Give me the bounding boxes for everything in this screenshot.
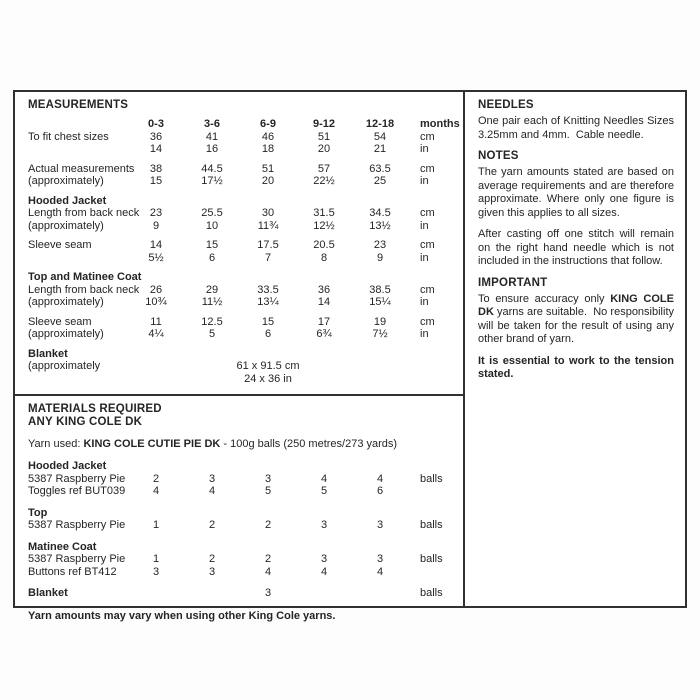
- measure-label-line: (approximately): [28, 328, 104, 340]
- measure-value-in: 5½: [148, 251, 164, 264]
- measure-value-cm: 14: [149, 239, 163, 251]
- materials-qty: [296, 587, 352, 600]
- measurements-title: MEASUREMENTS: [28, 99, 129, 111]
- panel-heading: IMPORTANT: [478, 276, 548, 289]
- materials-qty: 4: [208, 485, 216, 497]
- measure-value-in: 11¾: [257, 219, 279, 232]
- left-column: [15, 92, 465, 622]
- measure-value-cm: 17: [317, 315, 331, 328]
- measure-value-cm: 17.5: [257, 239, 279, 251]
- measure-value-cell: [240, 163, 296, 188]
- measure-value-cell: [296, 207, 352, 232]
- measure-row: [28, 239, 457, 264]
- materials-row: [28, 485, 457, 498]
- measure-unit-line: cm: [420, 130, 435, 143]
- measurements-table: [28, 118, 460, 385]
- measure-value-in: 5: [208, 328, 216, 340]
- measure-value-cm: 44.5: [201, 162, 223, 175]
- materials-table: [28, 460, 457, 600]
- measure-value-in: 11½: [201, 296, 223, 308]
- measure-label-line: Actual measurements: [28, 162, 135, 175]
- right-column: [465, 92, 685, 606]
- measure-value-cm: 38: [149, 162, 163, 175]
- measure-value-in: 20: [317, 143, 331, 155]
- measure-label-line: To fit chest sizes: [28, 130, 109, 143]
- materials-title-line1: MATERIALS REQUIRED: [28, 403, 162, 415]
- measure-value-cm: 11: [150, 315, 162, 328]
- panel-paragraph: After casting off one stitch will remain on the right hand needle which is not included in the instructions that follow.: [478, 228, 674, 267]
- measure-value-cm: 30: [261, 207, 275, 219]
- materials-qty: 3: [320, 553, 328, 565]
- measure-value-cm: 29: [205, 283, 219, 296]
- measure-value-cell: [352, 284, 408, 309]
- materials-unit: balls: [420, 472, 443, 485]
- materials-qty: 3: [264, 587, 272, 599]
- measure-value-cell: [352, 207, 408, 232]
- materials-item-label: 5387 Raspberry Pie: [28, 472, 126, 485]
- measure-center-line: 24 x 36 in: [244, 372, 292, 385]
- measure-unit-line: in: [420, 251, 429, 264]
- measure-value-cell: [240, 207, 296, 232]
- materials-unit: [408, 566, 457, 579]
- measure-value-cm: 15: [261, 315, 275, 328]
- measure-units: [408, 239, 457, 264]
- measure-value-in: 22½: [313, 175, 335, 187]
- measure-value-in: 15: [149, 175, 163, 187]
- panel-paragraph: To ensure accuracy only KING COLE DK yarns are suitable. No responsibility will be taken for the result of using any other brand of yarn.: [478, 292, 674, 345]
- materials-title: [28, 403, 457, 429]
- panel-paragraph: One pair each of Knitting Needles Sizes 3.25mm and 4mm. Cable needle.: [478, 115, 674, 141]
- yarn-used-suffix: - 100g balls (250 metres/273 yards): [220, 438, 398, 450]
- measure-label: [28, 316, 128, 341]
- measure-value-in: 4¼: [148, 328, 164, 340]
- measure-label: [28, 283, 140, 309]
- measure-value-cm: 63.5: [369, 162, 391, 175]
- measure-unit-line: in: [420, 328, 429, 340]
- materials-row: [28, 473, 457, 486]
- size-column-header: 0-3: [148, 118, 164, 130]
- measure-value-in: 6¾: [316, 328, 332, 340]
- materials-qty: 3: [152, 565, 160, 578]
- measure-value-cell: [128, 207, 184, 232]
- materials-group-heading-row: [28, 541, 457, 554]
- measure-unit-line: cm: [420, 207, 435, 219]
- measure-unit-line: cm: [420, 162, 435, 175]
- materials-qty: 1: [152, 519, 160, 531]
- materials-qty: 2: [264, 553, 272, 565]
- measure-label-line: (approximately: [28, 360, 101, 372]
- materials-unit: balls: [420, 553, 443, 565]
- measure-label-line: Length from back neck: [28, 207, 140, 219]
- measure-value-cm: 57: [317, 162, 331, 175]
- measure-value-cm: 54: [373, 130, 387, 143]
- measure-value-in: 20: [261, 175, 275, 187]
- materials-qty: 3: [208, 565, 216, 578]
- measure-label: [28, 239, 128, 264]
- measure-unit-line: in: [420, 175, 429, 187]
- measure-value-cm: 12.5: [201, 315, 223, 328]
- materials-section: [15, 396, 463, 623]
- materials-qty: 6: [376, 485, 384, 497]
- materials-title-line2: ANY KING COLE DK: [28, 416, 143, 428]
- size-unit-header: months: [420, 118, 460, 130]
- measure-units: [408, 131, 457, 156]
- measure-value-in: 9: [152, 219, 160, 232]
- size-header-row: [28, 118, 460, 131]
- materials-qty: 4: [152, 485, 160, 497]
- materials-qty: 5: [264, 485, 272, 497]
- measure-value-cm: 51: [261, 162, 275, 175]
- measure-value-cm: 15: [205, 239, 219, 251]
- measure-value-cm: 51: [317, 130, 331, 143]
- measure-value-in: 17½: [201, 175, 223, 187]
- materials-qty: [352, 587, 408, 600]
- materials-item-label: 5387 Raspberry Pie: [28, 553, 126, 565]
- size-header-spacer: [28, 118, 128, 131]
- materials-row: [28, 553, 457, 566]
- materials-group-heading: Blanket: [28, 587, 68, 599]
- measure-unit-line: in: [420, 143, 429, 155]
- measure-value-cell: [240, 239, 296, 264]
- measurements-section: [15, 92, 463, 396]
- measure-value-cell: [128, 316, 184, 341]
- measure-value-cm: 26: [149, 283, 163, 296]
- materials-qty: 3: [376, 553, 384, 565]
- measure-label-line: Length from back neck: [28, 283, 140, 296]
- materials-qty: [128, 587, 184, 600]
- materials-qty: 3: [376, 519, 384, 531]
- measure-value-cell: [128, 163, 184, 188]
- measure-value-cell: [240, 316, 296, 341]
- measure-value-in: 6: [208, 251, 216, 264]
- size-column-header: 3-6: [204, 118, 220, 130]
- measure-row: [28, 284, 457, 309]
- size-column-header: 9-12: [312, 118, 336, 130]
- measure-value-cm: 23: [373, 239, 387, 251]
- measure-row: [28, 131, 457, 156]
- measure-units: [408, 284, 457, 309]
- measure-row: [28, 163, 457, 188]
- materials-group-heading-row: [28, 460, 457, 473]
- size-column-header: 6-9: [260, 118, 276, 130]
- measure-row: [28, 316, 457, 341]
- materials-qty: 4: [320, 472, 328, 485]
- materials-qty: 5: [320, 485, 328, 497]
- measure-value-cell: [352, 239, 408, 264]
- measure-value-in: 13¼: [257, 296, 279, 308]
- measure-value-cm: 23: [149, 207, 163, 219]
- panel-paragraph: It is essential to work to the tension stated.: [478, 354, 674, 380]
- measure-value-cm: 31.5: [313, 207, 335, 219]
- materials-row: [28, 566, 457, 579]
- measure-row: [28, 207, 457, 232]
- materials-qty: 4: [376, 565, 384, 578]
- materials-item-label: 5387 Raspberry Pie: [28, 519, 126, 531]
- measure-value-cm: 41: [205, 130, 219, 143]
- materials-qty: 4: [376, 472, 384, 485]
- measure-value-cell: [352, 131, 408, 156]
- measure-label: [28, 207, 140, 232]
- measure-label-line: (approximately): [28, 219, 104, 232]
- measure-value-in: 25: [373, 175, 387, 187]
- materials-group-heading-row: [28, 507, 457, 520]
- measure-value-in: 10: [205, 219, 219, 232]
- measure-value-in: 12½: [313, 219, 335, 232]
- materials-group-heading: Top: [28, 506, 48, 519]
- measure-value-cell: [296, 163, 352, 188]
- measure-value-cm: 36: [149, 130, 163, 143]
- measure-row: [28, 360, 457, 385]
- measure-label: [28, 131, 128, 156]
- measure-value-cell: [128, 239, 184, 264]
- yarn-used-line: [28, 438, 457, 451]
- measure-units: [408, 207, 457, 232]
- materials-qty: 2: [152, 472, 160, 485]
- measure-unit-line: cm: [420, 283, 435, 296]
- measure-units: [408, 316, 457, 341]
- measure-value-cell: [128, 131, 184, 156]
- measure-value-cm: 38.5: [369, 283, 391, 296]
- panel-bold-text: KING COLE DK: [478, 292, 674, 318]
- materials-unit: [408, 485, 457, 498]
- measure-value-cm: 20.5: [313, 239, 335, 251]
- materials-unit: balls: [420, 587, 443, 599]
- materials-qty: 3: [320, 519, 328, 531]
- measure-value-in: 14: [317, 296, 331, 308]
- measure-label: [28, 162, 135, 188]
- measure-value-cell: [296, 239, 352, 264]
- size-column-header: 12-18: [365, 118, 395, 130]
- materials-qty: 4: [264, 565, 272, 578]
- materials-item-label: Buttons ref BT412: [28, 565, 117, 578]
- materials-unit: balls: [420, 519, 443, 531]
- measure-value-cm: 33.5: [257, 283, 279, 296]
- measure-value-cell: [184, 284, 240, 309]
- measure-center-values: [128, 360, 408, 385]
- measure-value-in: 14: [149, 143, 163, 155]
- measure-unit-line: cm: [420, 239, 435, 251]
- yarn-used-name: KING COLE CUTIE PIE DK: [83, 438, 221, 450]
- materials-group-heading: Matinee Coat: [28, 540, 97, 553]
- measure-unit-line: cm: [420, 315, 435, 328]
- materials-qty: [184, 587, 240, 600]
- measure-value-cm: 34.5: [369, 207, 391, 219]
- measure-label: [28, 360, 128, 385]
- materials-item-label: Toggles ref BUT039: [28, 485, 126, 497]
- measure-value-in: 18: [261, 143, 275, 155]
- measure-center-line: 61 x 91.5 cm: [236, 360, 300, 372]
- measure-value-in: 16: [205, 143, 219, 155]
- measure-value-cell: [352, 163, 408, 188]
- measure-unit-line: in: [420, 219, 429, 232]
- measure-group-heading: Top and Matinee Coat: [28, 271, 142, 283]
- measure-value-cell: [184, 207, 240, 232]
- measure-value-cell: [184, 239, 240, 264]
- materials-group-heading: Hooded Jacket: [28, 460, 107, 472]
- measure-value-in: 9: [376, 251, 384, 264]
- notes-panel: [478, 99, 674, 382]
- measure-label-line: Sleeve seam: [28, 315, 92, 328]
- measure-label-line: Sleeve seam: [28, 239, 92, 251]
- measure-label-line: (approximately): [28, 175, 104, 187]
- measure-value-cm: 36: [317, 283, 331, 296]
- measure-group-heading: Hooded Jacket: [28, 194, 107, 207]
- measure-value-cell: [352, 316, 408, 341]
- yarn-used-prefix: Yarn used:: [28, 438, 84, 450]
- measure-value-in: 7½: [372, 328, 388, 340]
- measure-value-cell: [128, 284, 184, 309]
- measure-value-cell: [296, 284, 352, 309]
- materials-qty: 4: [320, 565, 328, 578]
- panel-paragraph: The yarn amounts stated are based on average requirements and are therefore approximate. Where only one figure is given this applies to all sizes.: [478, 166, 674, 219]
- measure-units: [408, 163, 457, 188]
- materials-qty: 2: [264, 519, 272, 531]
- materials-qty: 3: [208, 472, 216, 485]
- measure-value-cell: [296, 316, 352, 341]
- measure-value-in: 15¼: [369, 296, 391, 308]
- measure-value-cell: [184, 316, 240, 341]
- measure-value-cell: [296, 131, 352, 156]
- materials-footnote: Yarn amounts may vary when using other King Cole yarns.: [28, 609, 336, 622]
- materials-qty: 2: [208, 553, 216, 565]
- pattern-info-sheet: [13, 90, 687, 622]
- measure-value-cm: 46: [261, 130, 275, 143]
- measure-value-in: 21: [373, 143, 387, 155]
- materials-row: [28, 519, 457, 532]
- panel-heading: NEEDLES: [478, 99, 534, 111]
- measure-label-line: (approximately): [28, 296, 104, 308]
- measure-unit-line: in: [420, 296, 429, 308]
- measure-value-cell: [240, 131, 296, 156]
- panel-heading: NOTES: [478, 150, 519, 162]
- measure-value-in: 8: [320, 251, 328, 264]
- measure-value-cell: [240, 284, 296, 309]
- measure-units: [408, 360, 457, 385]
- measure-value-cm: 19: [373, 315, 387, 328]
- measure-value-in: 6: [264, 328, 272, 340]
- materials-qty: 2: [208, 519, 216, 531]
- measure-value-cell: [184, 131, 240, 156]
- measure-group-heading: Blanket: [28, 347, 68, 360]
- materials-qty: 3: [264, 472, 272, 485]
- measure-value-in: 10¾: [145, 296, 167, 308]
- materials-qty: 1: [152, 553, 160, 565]
- measure-value-in: 7: [264, 251, 272, 264]
- measure-value-cell: [184, 163, 240, 188]
- measure-value-cm: 25.5: [201, 207, 223, 219]
- materials-group-heading-row: [28, 587, 457, 600]
- measure-value-in: 13½: [369, 219, 391, 232]
